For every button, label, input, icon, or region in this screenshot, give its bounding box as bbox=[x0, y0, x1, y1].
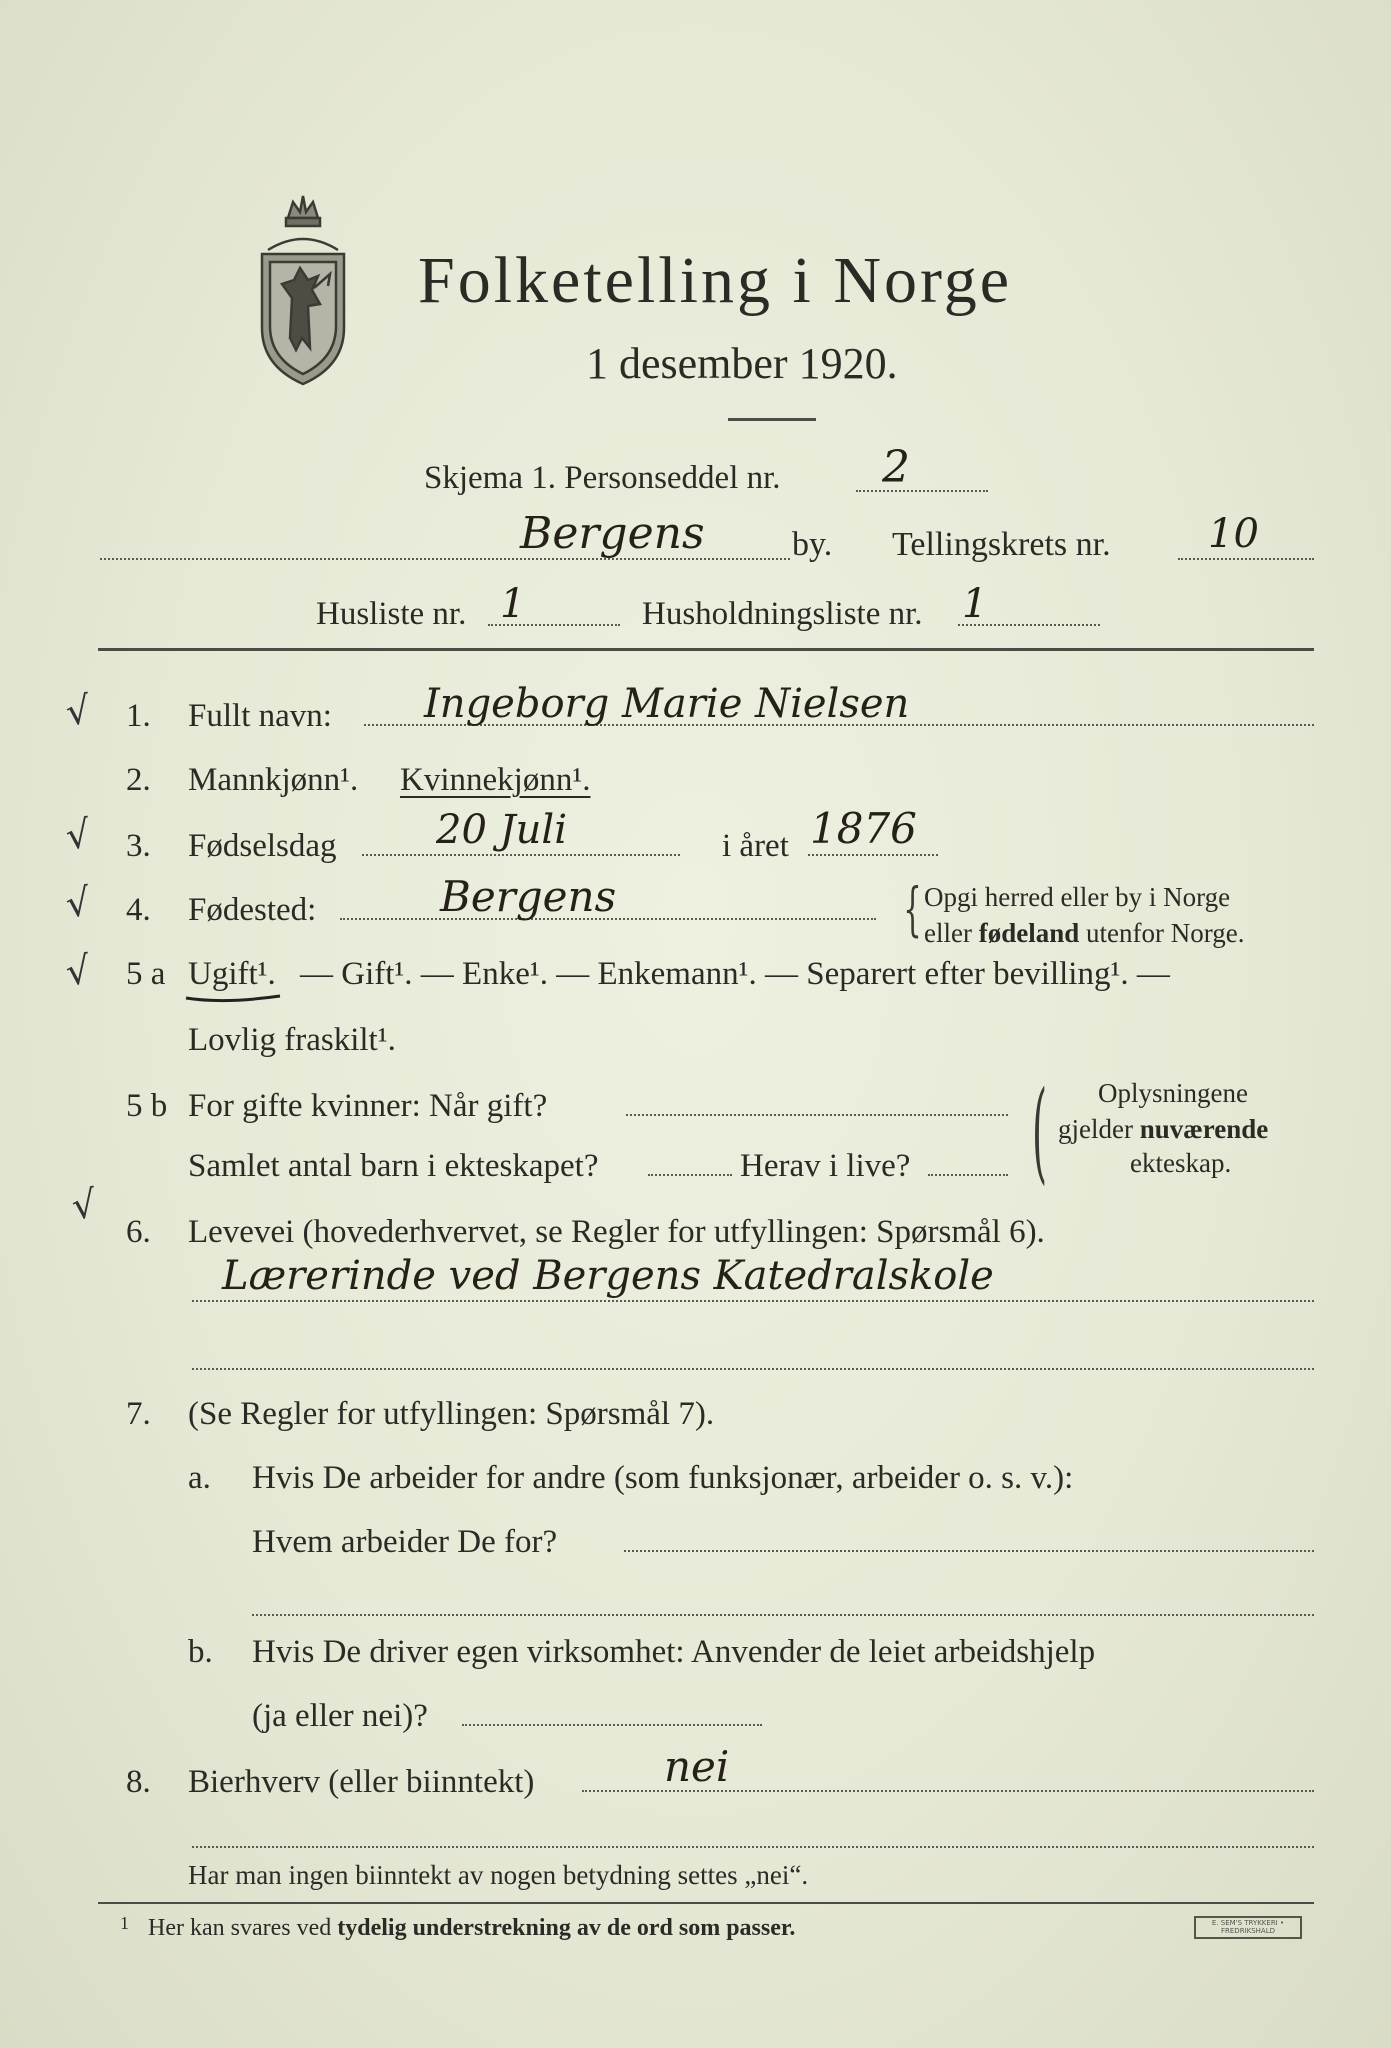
tellingskrets-value: 10 bbox=[1208, 511, 1259, 557]
q5a-line2: Lovlig fraskilt¹. bbox=[188, 1022, 396, 1058]
q8-dots-2 bbox=[192, 1846, 1314, 1848]
q3-year-value: 1876 bbox=[810, 804, 917, 853]
q5b-note-pre: gjelder bbox=[1058, 1114, 1133, 1144]
q5b-note-line3: ekteskap. bbox=[1130, 1148, 1232, 1178]
q6-label: Levevei (hovederhvervet, se Regler for utfyllingen: Spørsmål 6). bbox=[188, 1214, 1045, 1250]
q4-value: Bergens bbox=[440, 872, 617, 921]
q8-value: nei bbox=[664, 1742, 730, 1791]
q7a-text: Hvis De arbeider for andre (som funksjonær, arbeider o. s. v.): bbox=[252, 1460, 1074, 1496]
q5b-alive-label: Herav i live? bbox=[740, 1148, 911, 1184]
q5b-alive-dots bbox=[928, 1174, 1008, 1176]
margin-tick-mark: √ bbox=[63, 879, 94, 927]
q5b-note-line1: Oplysningene bbox=[1098, 1078, 1248, 1108]
ugift-underline bbox=[184, 992, 284, 1006]
q1-value: Ingeborg Marie Nielsen bbox=[424, 681, 910, 727]
margin-tick-mark: √ bbox=[63, 687, 94, 735]
q5b-number: 5 b bbox=[126, 1088, 168, 1124]
q5b-note-brace: ( bbox=[1031, 1067, 1047, 1195]
q2-option-male: Mannkjønn¹. bbox=[188, 762, 359, 798]
q4-note-bold: fødeland bbox=[978, 918, 1080, 948]
q1-number: 1. bbox=[126, 698, 151, 734]
q5b-note-bold: nuværende bbox=[1139, 1114, 1269, 1144]
q7b-question: (ja eller nei)? bbox=[252, 1698, 428, 1734]
q6-dots-1 bbox=[192, 1300, 1314, 1302]
q3-year-label: i året bbox=[722, 828, 789, 864]
q5b-children-dots bbox=[648, 1174, 732, 1176]
q4-note-brace: { bbox=[903, 875, 922, 943]
q5a-other-options: — Gift¹. — Enke¹. — Enkemann¹. — Separert efter bevilling¹. — bbox=[300, 956, 1170, 992]
q4-note-pre: eller bbox=[924, 918, 972, 948]
skjema-dots bbox=[856, 490, 988, 492]
q6-number: 6. bbox=[126, 1214, 151, 1250]
q8-number: 8. bbox=[126, 1764, 151, 1800]
q3-day-value: 20 Juli bbox=[436, 807, 567, 853]
footnote-marker: 1 bbox=[120, 1913, 129, 1933]
q7a-letter: a. bbox=[188, 1460, 211, 1496]
q8-label: Bierhverv (eller biinntekt) bbox=[188, 1764, 535, 1800]
q4-note-post: utenfor Norge. bbox=[1086, 918, 1245, 948]
husliste-label: Husliste nr. bbox=[316, 596, 467, 632]
footer-rule bbox=[98, 1902, 1314, 1904]
header-rule bbox=[98, 648, 1314, 651]
margin-tick-mark: √ bbox=[63, 947, 94, 995]
q6-value: Lærerinde ved Bergens Katedralskole bbox=[222, 1253, 994, 1299]
q7a-question: Hvem arbeider De for? bbox=[252, 1524, 558, 1560]
title-rule bbox=[728, 418, 816, 421]
q7b-text: Hvis De driver egen virksomhet: Anvender de leiet arbeidshjelp bbox=[252, 1634, 1096, 1670]
q3-year-dots bbox=[808, 854, 938, 856]
husholdning-value: 1 bbox=[962, 581, 988, 627]
q4-label: Fødested: bbox=[188, 892, 317, 928]
footnote-text bbox=[148, 1916, 795, 1940]
skjema-label: Skjema 1. Personseddel nr. bbox=[424, 460, 781, 496]
husliste-value: 1 bbox=[500, 581, 526, 627]
q3-label: Fødselsdag bbox=[188, 828, 337, 864]
city-suffix: by. bbox=[792, 526, 833, 563]
footnote-bold: tydelig understrekning av de ord som passer. bbox=[337, 1915, 796, 1941]
form-title: Folketelling i Norge bbox=[418, 244, 1013, 317]
q5a-option-ugift: Ugift¹. bbox=[188, 956, 276, 992]
coat-of-arms-icon bbox=[248, 188, 358, 388]
margin-tick-mark: √ bbox=[69, 1181, 100, 1229]
q7a-dots-2 bbox=[252, 1614, 1314, 1616]
census-date: 1 desember 1920. bbox=[586, 339, 898, 388]
q7-label: (Se Regler for utfyllingen: Spørsmål 7). bbox=[188, 1396, 715, 1432]
q6-dots-2 bbox=[192, 1368, 1314, 1370]
q7b-dots bbox=[462, 1724, 762, 1726]
q2-option-female: Kvinnekjønn¹. bbox=[400, 762, 591, 798]
q5a-number: 5 a bbox=[126, 956, 166, 992]
q4-note-line1: Opgi herred eller by i Norge bbox=[924, 882, 1231, 912]
q5b-gift-dots bbox=[626, 1114, 1008, 1116]
skjema-value: 2 bbox=[882, 442, 910, 493]
husholdning-label: Husholdningsliste nr. bbox=[642, 596, 923, 632]
printer-stamp: E. SEM'S TRYKKERI • FREDRIKSHALD bbox=[1194, 1916, 1302, 1939]
q2-number: 2. bbox=[126, 762, 151, 798]
footer-note: Har man ingen biinntekt av nogen betydning settes „nei“. bbox=[188, 1860, 809, 1890]
q5b-note-line2 bbox=[1058, 1116, 1268, 1143]
q3-number: 3. bbox=[126, 828, 151, 864]
footnote-pre: Her kan svares ved bbox=[148, 1915, 332, 1941]
tellingskrets-dots bbox=[1178, 558, 1314, 560]
q5b-children-label: Samlet antal barn i ekteskapet? bbox=[188, 1148, 599, 1184]
tellingskrets-label: Tellingskrets nr. bbox=[892, 526, 1111, 563]
q5b-line1: For gifte kvinner: Når gift? bbox=[188, 1088, 548, 1124]
q7-number: 7. bbox=[126, 1396, 151, 1432]
city-value: Bergens bbox=[520, 508, 705, 559]
q4-number: 4. bbox=[126, 892, 151, 928]
q7a-dots-1 bbox=[624, 1550, 1314, 1552]
margin-tick-mark: √ bbox=[63, 811, 94, 859]
q3-day-dots bbox=[362, 854, 680, 856]
q4-note-line2 bbox=[924, 920, 1244, 947]
q7b-letter: b. bbox=[188, 1634, 213, 1670]
q1-label: Fullt navn: bbox=[188, 698, 332, 734]
